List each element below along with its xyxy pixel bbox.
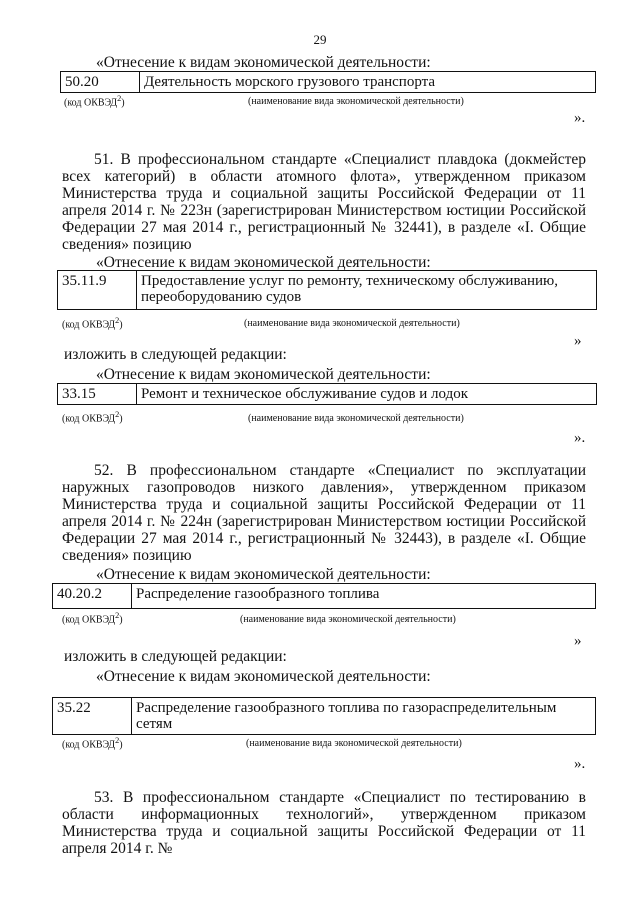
- closing-quote: ».: [574, 756, 586, 772]
- paragraph-53: 53. В профессиональном стандарте «Специалист по тестированию в области информационных технологий», утвержденном приказом Министерства труда и социальной защиты Российской Федерации от 11 апреля 2014 г. №: [62, 789, 586, 857]
- okved-table: [52, 583, 596, 609]
- okved-code: 33.15: [58, 384, 137, 405]
- code-caption: (код ОКВЭД$^2$): [62, 611, 123, 626]
- activity-name: Ремонт и техническое обслуживание судов и лодок: [137, 384, 597, 405]
- relation-header: «Отнесение к видам экономической деятельности:: [96, 668, 431, 685]
- code-caption: (код ОКВЭД$^2$): [62, 736, 123, 751]
- okved-code: 35.11.9: [58, 271, 137, 310]
- activity-name: Деятельность морского грузового транспорта: [140, 72, 596, 93]
- paragraph-52: 52. В профессиональном стандарте «Специалист по эксплуатации наружных газопроводов низкого давления», утвержденном приказом Министерства труда и социальной защиты Российской Федерации от 11 апреля 2014 г. № 224н (зарегистрирован Министерством юстиции Российской Федерации 27 мая 2014 г., регистрационный № 32443), в разделе «I. Общие сведения» позицию: [62, 462, 586, 564]
- relation-header: «Отнесение к видам экономической деятельности:: [96, 566, 431, 583]
- okved-code: 40.20.2: [53, 584, 132, 609]
- okved-table: [60, 71, 596, 93]
- name-caption: (наименование вида экономической деятельности): [248, 413, 464, 424]
- name-caption: (наименование вида экономической деятельности): [248, 96, 464, 107]
- okved-code: 50.20: [61, 72, 140, 93]
- relation-header: «Отнесение к видам экономической деятельности:: [96, 366, 431, 383]
- paragraph-51: 51. В профессиональном стандарте «Специалист плавдока (докмейстер всех категорий) в области атомного флота», утвержденном приказом Министерства труда и социальной защиты Российской Федерации от 11 апреля 2014 г. № 223н (зарегистрирован Министерством юстиции Российской Федерации 27 мая 2014 г., регистрационный № 32441), в разделе «I. Общие сведения» позицию: [62, 151, 586, 253]
- okved-table: [52, 697, 596, 735]
- name-caption: (наименование вида экономической деятельности): [240, 614, 456, 625]
- closing-quote: ».: [574, 430, 586, 446]
- activity-name: Распределение газообразного топлива: [132, 584, 596, 609]
- okved-code: 35.22: [53, 698, 132, 735]
- code-caption: (код ОКВЭД$^2$): [62, 316, 123, 331]
- activity-name: Предоставление услуг по ремонту, техническому обслуживанию, переоборудованию судов: [137, 271, 597, 310]
- activity-name: Распределение газообразного топлива по газораспределительным сетям: [132, 698, 596, 735]
- relation-header: «Отнесение к видам экономической деятельности:: [96, 254, 431, 271]
- replace-text: изложить в следующей редакции:: [64, 346, 287, 363]
- closing-quote: ».: [574, 110, 586, 126]
- closing-quote: »: [574, 633, 582, 649]
- okved-table: [57, 270, 597, 310]
- closing-quote: »: [574, 333, 582, 349]
- name-caption: (наименование вида экономической деятельности): [244, 318, 460, 329]
- code-caption: (код ОКВЭД$^2$): [64, 94, 125, 109]
- replace-text: изложить в следующей редакции:: [64, 648, 287, 665]
- relation-header: «Отнесение к видам экономической деятельности:: [96, 54, 431, 71]
- page-number: 29: [313, 32, 327, 47]
- name-caption: (наименование вида экономической деятельности): [246, 738, 462, 749]
- okved-table: [57, 383, 597, 405]
- code-caption: (код ОКВЭД$^2$): [62, 410, 123, 425]
